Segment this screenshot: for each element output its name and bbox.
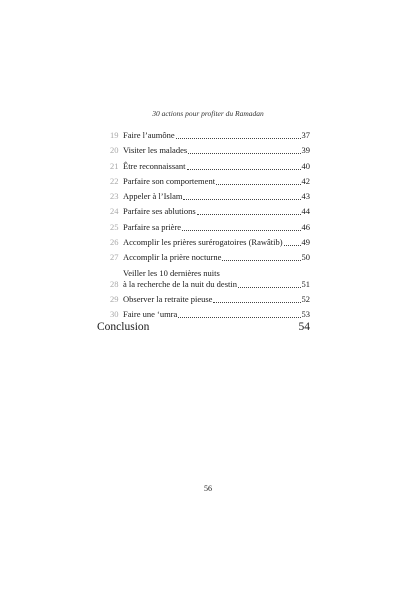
toc-entry[interactable] (110, 222, 310, 233)
dot-leader (238, 287, 301, 288)
dot-leader (284, 245, 301, 246)
toc-entry-title: Parfaire son comportement (123, 175, 216, 186)
dot-leader (176, 138, 301, 139)
toc-entry-page: 44 (301, 206, 310, 217)
toc-entry[interactable] (110, 176, 310, 187)
toc-entry[interactable] (110, 191, 310, 202)
toc-entry-page: 46 (301, 221, 310, 232)
toc-entry-number: 24 (110, 206, 119, 217)
toc-entry[interactable] (110, 294, 310, 305)
dot-leader (197, 214, 301, 215)
dot-leader (216, 184, 300, 185)
toc-entry-page: 50 (301, 252, 310, 263)
dot-leader (213, 302, 300, 303)
toc-entry-title: Accomplir la prière nocturne (123, 252, 222, 263)
toc-entry-number: 26 (110, 237, 119, 248)
toc-entry-page: 39 (301, 145, 310, 156)
toc-entry-title-line2: à la recherche de la nuit du destin (123, 278, 237, 289)
toc-entry-page: 37 (301, 130, 310, 140)
toc-entry-number: 19 (110, 130, 119, 140)
toc-entry-page: 43 (301, 191, 310, 202)
toc-entry-title: Accomplir les prières surérogatoires (Rawâtib) (123, 237, 283, 248)
dot-leader (222, 260, 300, 261)
dot-leader (182, 230, 300, 231)
toc-entry[interactable] (110, 268, 310, 290)
toc-entry-page: 52 (301, 293, 310, 304)
dot-leader (178, 317, 300, 318)
toc-entry[interactable] (110, 237, 310, 248)
toc-entry-page: 40 (301, 160, 310, 171)
toc-entry-page: 42 (301, 175, 310, 186)
toc-entry[interactable] (110, 252, 310, 263)
toc-entry-title: Appeler à l’Islam (123, 191, 183, 202)
toc-entry[interactable] (110, 309, 310, 320)
toc-entry-number: 27 (110, 252, 119, 263)
toc-entry-number: 25 (110, 221, 119, 232)
conclusion-entry[interactable] (97, 321, 310, 333)
toc-entry-number: 20 (110, 145, 119, 156)
toc-entry-page: 49 (301, 237, 310, 248)
toc-entry[interactable] (110, 130, 310, 141)
toc-entry-title: Veiller les 10 dernières nuits (123, 267, 220, 278)
toc-entry-number: 29 (110, 293, 119, 304)
toc-entry-title: Parfaire ses ablutions (123, 206, 196, 217)
toc-entry[interactable] (110, 206, 310, 217)
dot-leader (187, 169, 301, 170)
conclusion-page: 54 (298, 321, 310, 333)
conclusion-label: Conclusion (97, 321, 150, 333)
toc-entry-number: 30 (110, 309, 119, 320)
dot-leader (183, 199, 300, 200)
toc-entry-title: Visiter les malades (123, 145, 188, 156)
toc-entry-number: 28 (110, 278, 119, 289)
running-head: 30 actions pour profiter du Ramadan (152, 109, 264, 118)
page-number: 56 (204, 484, 212, 493)
toc-entry-title: Faire une ‘umra (123, 309, 178, 320)
toc-entry-title: Observer la retraite pieuse (123, 293, 213, 304)
dot-leader (188, 153, 300, 154)
toc-entry-number: 22 (110, 175, 119, 186)
toc-entry-page: 51 (301, 278, 310, 289)
toc-entry-title: Parfaire sa prière (123, 221, 182, 232)
toc-entry[interactable] (110, 161, 310, 172)
table-of-contents (110, 130, 310, 325)
toc-entry[interactable] (110, 145, 310, 156)
toc-entry-title: Être reconnaissant (123, 160, 186, 171)
toc-entry-number: 21 (110, 160, 119, 171)
toc-entry-number: 23 (110, 191, 119, 202)
toc-entry-page: 53 (301, 309, 310, 320)
toc-entry-title: Faire l’aumône (123, 130, 175, 140)
